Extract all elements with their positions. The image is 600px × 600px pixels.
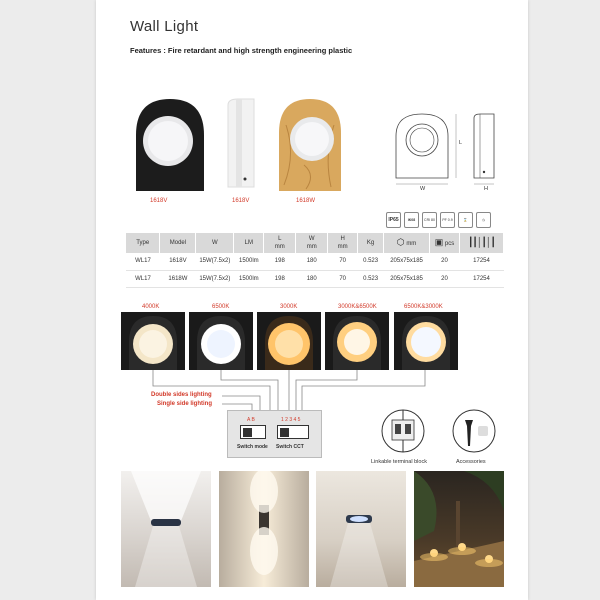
terminal-block-icon <box>380 408 426 454</box>
col-carton-label: mm <box>406 241 417 247</box>
product-label-3: 1618W <box>296 198 316 204</box>
product-wood-image <box>276 95 344 193</box>
cell: 15W(7.5x2) <box>196 270 234 287</box>
cell: 205x75x185 <box>384 253 430 270</box>
cell: 198 <box>264 270 296 287</box>
double-sides-label: Double sides lighting <box>151 392 212 398</box>
glow-icon <box>257 312 321 370</box>
product-white-image <box>224 95 258 190</box>
cell: 205x75x185 <box>384 270 430 287</box>
cell: 0.523 <box>358 270 384 287</box>
col-lm: LM <box>234 233 264 253</box>
cell: 1618V <box>160 253 196 270</box>
glow-icon <box>394 312 458 370</box>
box-icon: ▣ <box>434 237 444 247</box>
install-photo-4 <box>414 471 504 587</box>
ip65-icon: IP65 <box>386 212 401 228</box>
col-kg: Kg <box>358 233 384 253</box>
cct-label-5: 6500K&3000K <box>404 304 443 310</box>
cell: 17254 <box>459 270 503 287</box>
certification-icons <box>386 212 491 228</box>
col-pcs <box>430 233 460 253</box>
features-text: Features : Fire retardant and high strength engineering plastic <box>130 46 353 55</box>
accessories-icon <box>451 408 497 454</box>
terminal-caption: Linkable terminal block <box>371 459 427 465</box>
col-length-label: L mm <box>274 236 285 250</box>
col-width-label: W mm <box>306 236 317 250</box>
wall-light-photo <box>121 471 211 587</box>
switch-cct-toggle[interactable] <box>277 425 309 439</box>
lifetime-icon: ⌛ <box>458 212 473 228</box>
drawing-h-label: H <box>484 186 488 192</box>
ik08-icon: IK08 <box>404 212 419 228</box>
cell: 15W(7.5x2) <box>196 253 234 270</box>
single-side-label: Single side lighting <box>157 401 213 407</box>
cell: 1500lm <box>234 253 264 270</box>
install-photo-3 <box>316 471 406 587</box>
drawing-w-label: W <box>420 186 426 192</box>
switch-mode-numbers: A B <box>247 417 255 423</box>
pf-icon: PF 0.9 <box>440 212 455 228</box>
cell: WL17 <box>126 270 160 287</box>
spec-table <box>126 233 504 288</box>
barcode-icon: ┃┃│┃│┃ <box>468 237 495 247</box>
col-barcode <box>459 233 503 253</box>
timer-icon: ◷ <box>476 212 491 228</box>
cell: 20 <box>430 270 460 287</box>
cct-label-1: 4000K <box>142 304 160 310</box>
cct-preview-4000k <box>121 312 185 370</box>
cct-preview-3000k <box>257 312 321 370</box>
wall-light-photo <box>219 471 309 587</box>
col-carton <box>384 233 430 253</box>
wall-light-photo <box>316 471 406 587</box>
glow-icon <box>325 312 389 370</box>
cct-label-3: 3000K <box>280 304 298 310</box>
cell: 70 <box>328 270 358 287</box>
col-model: Model <box>160 233 196 253</box>
cct-preview-6500k-3000k <box>394 312 458 370</box>
cell: 0.523 <box>358 253 384 270</box>
technical-drawing <box>388 110 506 194</box>
glow-icon <box>121 312 185 370</box>
switch-mode-caption: Switch mode <box>237 444 268 450</box>
product-black-image <box>132 95 208 193</box>
cri-icon: CRI 80 <box>422 212 437 228</box>
cell: 1500lm <box>234 270 264 287</box>
switch-cct-numbers: 1 2 3 4 5 <box>281 417 301 423</box>
cell: 1618W <box>160 270 196 287</box>
table-header-row <box>126 233 504 253</box>
col-length <box>264 233 296 253</box>
table-row <box>126 253 504 270</box>
cct-label-2: 6500K <box>212 304 230 310</box>
drawing-l-label: L <box>459 140 463 146</box>
col-height <box>328 233 358 253</box>
table-row <box>126 270 504 287</box>
cell: 17254 <box>459 253 503 270</box>
cell: 180 <box>296 270 328 287</box>
cct-preview-3000k-6500k <box>325 312 389 370</box>
col-type: Type <box>126 233 160 253</box>
product-label-1: 1618V <box>150 198 168 204</box>
glow-icon <box>189 312 253 370</box>
cell: 198 <box>264 253 296 270</box>
col-watt: W <box>196 233 234 253</box>
garden-photo <box>414 471 504 587</box>
col-width <box>296 233 328 253</box>
product-label-2: 1618V <box>232 198 250 204</box>
cell: WL17 <box>126 253 160 270</box>
page-title: Wall Light <box>130 18 199 35</box>
carton-icon: ⬡ <box>396 237 405 247</box>
switch-cct-caption: Switch CCT <box>276 444 304 450</box>
cell: 180 <box>296 253 328 270</box>
cell: 70 <box>328 253 358 270</box>
accessories-caption: Accessories <box>456 459 486 465</box>
cct-label-4: 3000K&6500K <box>338 304 377 310</box>
col-pcs-label: pcs <box>444 241 455 247</box>
install-photo-1 <box>121 471 211 587</box>
switch-mode-toggle[interactable] <box>240 425 266 439</box>
cell: 20 <box>430 253 460 270</box>
install-photo-2 <box>219 471 309 587</box>
cct-preview-6500k <box>189 312 253 370</box>
col-height-label: H mm <box>337 236 348 250</box>
